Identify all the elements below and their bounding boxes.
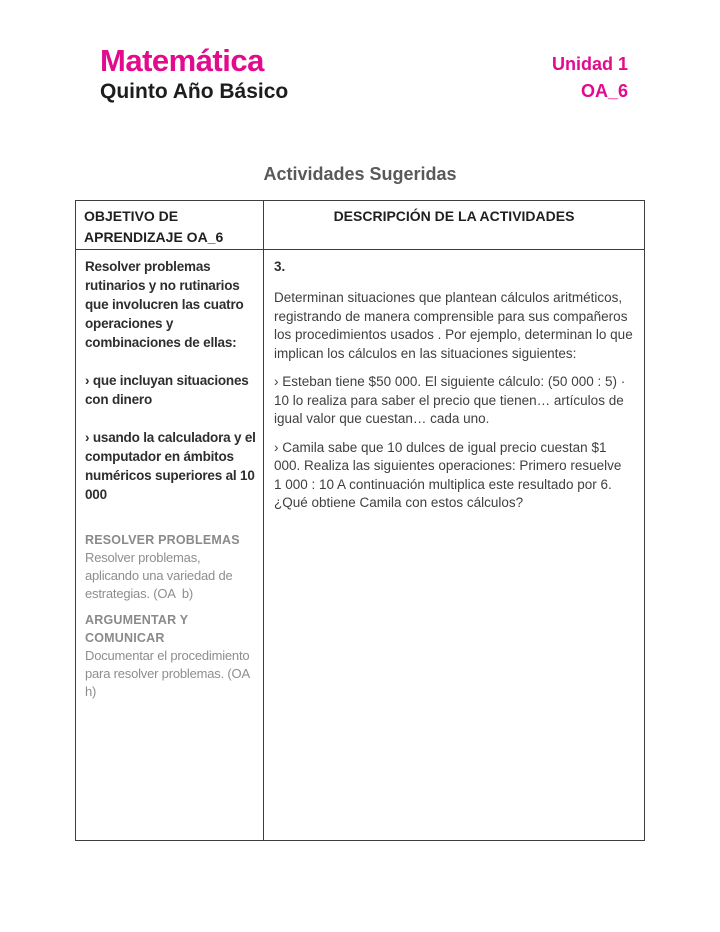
description-cell	[264, 250, 644, 840]
table-header-description: DESCRIPCIÓN DE LA ACTIVIDADES	[264, 201, 644, 250]
document-header-left	[100, 44, 288, 104]
objective-bullet: › que incluyan situaciones con dinero	[85, 373, 253, 407]
oa-code-label: OA_6	[580, 81, 628, 101]
activity-paragraph: › Camila sabe que 10 dulces de igual precio cuestan $1 000. Realiza las siguientes operaciones: Primero resuelve 1 000 : 10 A continuación multiplica este resultado por 6. ¿Qué obtiene Camila con estos cálculos?	[274, 439, 629, 510]
unit-label: Unidad 1	[551, 54, 628, 74]
skills-block	[85, 531, 261, 701]
skill-title: RESOLVER PROBLEMAS	[85, 533, 240, 547]
activity-number: 3.	[274, 259, 286, 274]
skill-title: ARGUMENTAR Y COMUNICAR	[85, 613, 189, 645]
objective-cell	[76, 250, 264, 840]
document-header-right	[552, 51, 628, 105]
section-title: Actividades Sugeridas	[263, 164, 457, 184]
subject-title: Matemática	[100, 43, 264, 78]
objective-intro: Resolver problemas rutinarios y no rutinarios que involucren las cuatro operaciones y combinaciones de ellas:	[85, 259, 248, 350]
skill-text: Resolver problemas, aplicando una variedad de estrategias. (OA b)	[85, 550, 236, 601]
grade-subtitle: Quinto Año Básico	[100, 80, 289, 103]
objective-bullet: › usando la calculadora y el computador en ámbitos numéricos superiores al 10 000	[85, 430, 260, 502]
activities-table	[75, 200, 645, 841]
skill-item	[85, 611, 255, 701]
skill-item	[85, 531, 255, 603]
skill-text: Documentar el procedimiento para resolver problemas. (OA h)	[85, 648, 253, 699]
activity-paragraph: Determinan situaciones que plantean cálculos aritméticos, registrando de manera comprensible para sus compañeros los procedimientos usados . Por ejemplo, determinan lo que implican los cálculos en las situaciones siguientes:	[274, 290, 637, 361]
table-header-objective: OBJETIVO DE APRENDIZAJE OA_6	[76, 201, 264, 250]
activity-paragraph: › Esteban tiene $50 000. El siguiente cálculo: (50 000 : 5) · 10 lo realiza para saber el precio que tienen… artículos de igual valor que cuestan… cada uno.	[274, 374, 629, 426]
